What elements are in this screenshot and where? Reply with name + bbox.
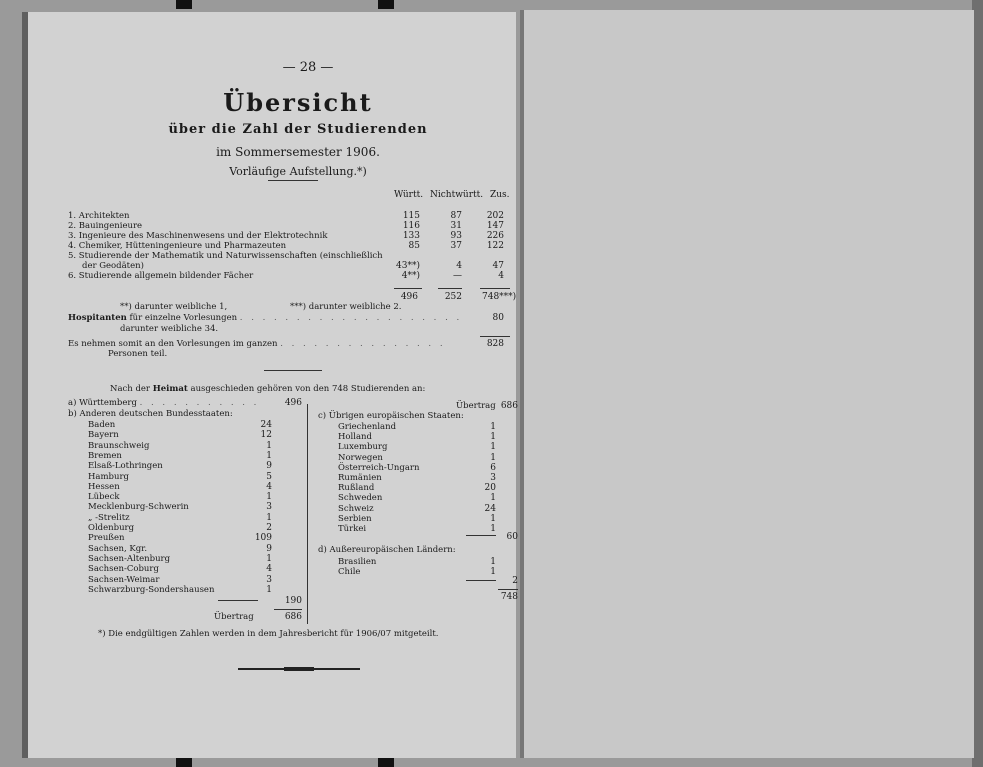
divider (264, 370, 322, 371)
state-name: Brasilien (338, 557, 377, 567)
table-cell-zus: 226 (486, 231, 504, 241)
table-cell-nichtwuertt: — (453, 271, 462, 281)
header-nichtwuertt: Nichtwürtt. (430, 190, 484, 200)
state-name: „ -Strelitz (88, 512, 130, 523)
table-cell-nichtwuertt: 87 (450, 211, 462, 221)
state-name: Bayern (88, 430, 119, 441)
state-name: Serbien (338, 513, 372, 524)
hospitants-value: 80 (492, 313, 504, 323)
state-value: 1 (266, 584, 272, 595)
state-name: Chile (338, 567, 361, 578)
state-value: 1 (490, 422, 496, 432)
heimat-intro-b: Heimat (152, 384, 188, 394)
table-cell-zus: 122 (486, 241, 504, 251)
footnote-women-2: ***) darunter weibliche 2. (290, 302, 402, 312)
table-cell-zus: 147 (486, 221, 504, 231)
state-value: 4 (266, 481, 272, 492)
state-name: Norwegen (338, 452, 383, 463)
sum-line (466, 535, 496, 536)
state-value: 1 (490, 452, 496, 463)
page-subtitle: über die Zahl der Studierenden (168, 122, 428, 137)
state-value: 1 (490, 567, 496, 578)
state-name: Türkei (338, 524, 367, 534)
state-name: Österreich-Ungarn (338, 462, 420, 473)
leader-dots: . . . . . . . . . . . . . . . (280, 339, 446, 349)
sum-line (274, 609, 302, 610)
left-carry-label: Übertrag (214, 612, 254, 622)
state-value: 1 (266, 553, 272, 564)
state-name: Bremen (88, 450, 122, 461)
table-row-label: 5. Studierende der Mathematik und Naturwissenschaften (einschließlich (68, 251, 383, 261)
preliminary-note: Vorläufige Aufstellung.*) (229, 165, 367, 178)
state-name: Rumänien (338, 473, 382, 483)
heimat-intro (110, 384, 425, 394)
sum-line (480, 288, 510, 289)
a-label: a) Württemberg (68, 398, 137, 408)
total-line-1-text: Es nehmen somit an den Vorlesungen im ganzen (68, 339, 278, 349)
right-carry-value: 686 (500, 401, 518, 411)
state-name: Sachsen-Weimar (88, 574, 160, 585)
sum-line (466, 580, 496, 581)
state-name: Schwarzburg-Sondershausen (88, 584, 215, 595)
divider (268, 180, 318, 181)
state-name: Luxemburg (338, 442, 388, 453)
state-value: 4 (266, 564, 272, 575)
header-zus: Zus. (490, 190, 510, 200)
state-name: Holland (338, 432, 372, 443)
table-cell-wuertt: 43**) (396, 261, 420, 271)
binding-tab (176, 758, 192, 767)
state-name: Sachsen-Coburg (88, 564, 159, 575)
state-value: 3 (266, 502, 272, 513)
left-page (22, 12, 516, 758)
state-name: Lübeck (88, 492, 120, 503)
state-value: 1 (490, 432, 496, 443)
grand-total: 748 (500, 592, 518, 602)
state-name: Sachsen, Kgr. (88, 543, 148, 554)
table-cell-wuertt: 116 (402, 221, 420, 231)
total-zus: 748***) (482, 292, 517, 302)
sum-line (394, 288, 422, 289)
table-cell-nichtwuertt: 31 (450, 221, 462, 231)
state-value: 1 (266, 492, 272, 503)
state-name: Schweiz (338, 503, 374, 514)
hospitants-label: Hospitanten (68, 313, 127, 323)
state-value: 109 (254, 533, 272, 544)
state-name: Hamburg (88, 471, 129, 482)
table-row-label-cont: der Geodäten) (82, 261, 144, 271)
state-name: Braunschweig (88, 440, 150, 451)
state-name: Rußland (338, 483, 375, 494)
state-value: 3 (266, 574, 272, 585)
state-value: 24 (260, 420, 272, 430)
table-cell-wuertt: 4**) (401, 271, 420, 281)
state-value: 1 (490, 493, 496, 504)
semester-line: im Sommersemester 1906. (216, 145, 380, 159)
state-value: 5 (266, 471, 272, 482)
leader-dots: . . . . . . . . . . . (139, 398, 260, 408)
state-value: 1 (490, 524, 496, 534)
b-label: b) Anderen deutschen Bundesstaaten: (68, 409, 233, 419)
table-cell-nichtwuertt: 4 (456, 261, 462, 271)
total-wuertt: 496 (400, 292, 418, 302)
state-value: 20 (484, 483, 496, 494)
table-cell-nichtwuertt: 93 (450, 231, 462, 241)
binding-tab (378, 758, 394, 767)
state-value: 9 (266, 461, 272, 472)
state-value: 1 (490, 557, 496, 567)
state-name: Elsaß-Lothringen (88, 461, 163, 472)
state-value: 6 (490, 462, 496, 473)
table-row-label: 2. Bauingenieure (68, 221, 143, 231)
table-cell-wuertt: 115 (402, 211, 420, 221)
table-row-label: 6. Studierende allgemein bildender Fächer (68, 271, 254, 281)
c-label: c) Übrigen europäischen Staaten: (318, 411, 464, 421)
hospitants-line (68, 313, 462, 323)
state-name: Schweden (338, 493, 383, 504)
state-value: 3 (490, 473, 496, 483)
sum-line (480, 336, 510, 337)
final-note: *) Die endgültigen Zahlen werden in dem Jahresbericht für 1906/07 mitgeteilt. (98, 629, 439, 639)
blank-right-page (520, 10, 974, 758)
state-value: 1 (266, 440, 272, 451)
left-carry-value: 686 (284, 612, 302, 622)
total-line-1 (68, 339, 446, 349)
table-row-label: 1. Architekten (68, 211, 130, 221)
table-row-label: 4. Chemiker, Hütteningenieure und Pharmazeuten (68, 241, 287, 251)
state-name: Hessen (88, 481, 120, 492)
table-cell-zus: 4 (498, 271, 504, 281)
state-value: 1 (490, 442, 496, 453)
table-cell-zus: 202 (486, 211, 504, 221)
header-wuertt: Württ. (394, 190, 424, 200)
c-total: 60 (506, 532, 518, 542)
state-value: 9 (266, 543, 272, 554)
total-nichtwuertt: 252 (444, 292, 462, 302)
state-value: 24 (484, 503, 496, 514)
state-name: Mecklenburg-Schwerin (88, 502, 189, 513)
column-divider (307, 404, 308, 624)
d-label: d) Außereuropäischen Ländern: (318, 545, 456, 555)
wuerttemberg-value: 496 (284, 398, 302, 408)
state-name: Oldenburg (88, 523, 135, 533)
state-value: 1 (266, 450, 272, 461)
total-line-2: Personen teil. (108, 349, 168, 359)
heimat-intro-a: Nach der (110, 384, 150, 394)
page-number: — 28 — (282, 60, 334, 75)
table-cell-wuertt: 133 (402, 231, 420, 241)
page-title: Übersicht (223, 88, 373, 117)
state-value: 1 (266, 512, 272, 523)
sum-line (498, 589, 518, 590)
total-persons: 828 (486, 339, 504, 349)
sum-line (438, 288, 462, 289)
binding-tab (176, 0, 192, 9)
b-total: 190 (284, 596, 302, 606)
binding-tab (378, 0, 394, 9)
hospitants-women: darunter weibliche 34. (120, 324, 219, 334)
table-cell-zus: 47 (492, 261, 504, 271)
state-name: Preußen (88, 533, 125, 544)
state-name: Baden (88, 420, 116, 430)
right-carry-label: Übertrag (456, 401, 496, 411)
heimat-intro-c: ausgeschieden gehören von den 748 Studierenden an: (190, 384, 426, 394)
table-row-label: 3. Ingenieure des Maschinenwesens und der Elektrotechnik (68, 231, 328, 241)
state-value: 1 (490, 513, 496, 524)
state-name: Sachsen-Altenburg (88, 553, 171, 564)
leader-dots: . . . . . . . . . . . . . . . . . . . . (239, 313, 463, 323)
hospitants-text: für einzelne Vorlesungen (129, 313, 238, 323)
d-total: 2 (512, 576, 518, 586)
state-name: Griechenland (338, 422, 397, 432)
table-cell-nichtwuertt: 37 (450, 241, 462, 251)
footnote-women-1: **) darunter weibliche 1, (120, 302, 228, 312)
state-value: 12 (260, 430, 272, 441)
table-cell-wuertt: 85 (408, 241, 420, 251)
ornament-line (284, 667, 314, 671)
state-value: 2 (266, 523, 272, 533)
wuerttemberg-label (68, 398, 259, 408)
sum-line (218, 600, 258, 601)
